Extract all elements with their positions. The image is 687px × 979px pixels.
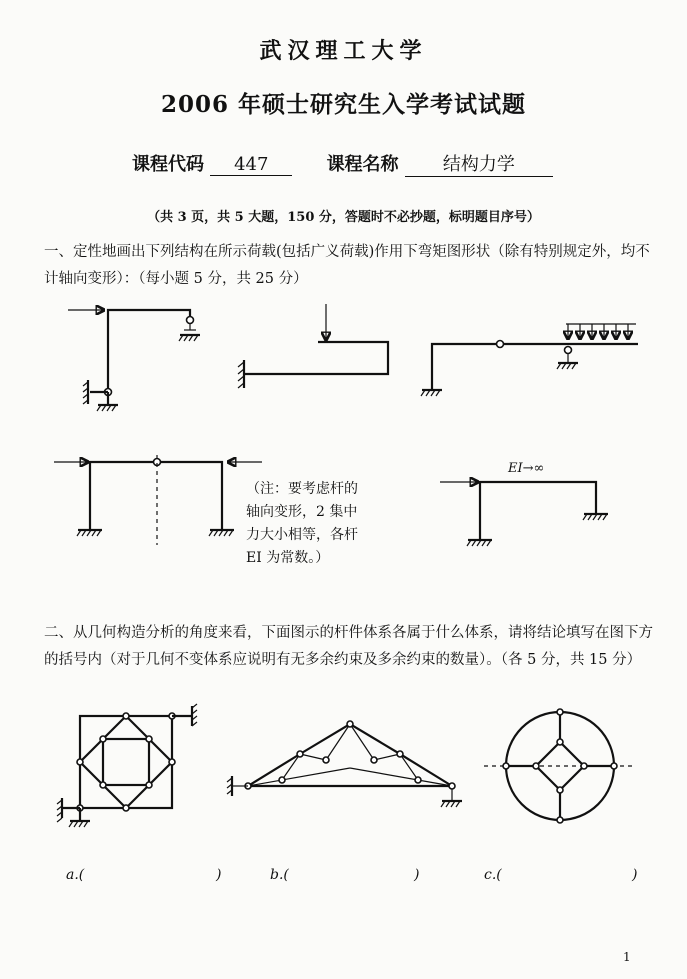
course-name-label: 课程名称 (326, 154, 399, 175)
q2-figure-a (57, 704, 197, 827)
university-name: 武汉理工大学 (259, 38, 428, 64)
answer-c-close: ) (632, 867, 638, 883)
course-name-value: 结构力学 (405, 150, 553, 177)
answer-a-open: a.( (66, 867, 85, 883)
q2-figure-c (484, 709, 636, 823)
page-number: 1 (623, 950, 631, 964)
answer-c-open: c.( (484, 867, 502, 883)
question-1-text: 一、定性地画出下列结构在所示荷载(包括广义荷载)作用下弯矩图形状（除有特别规定外，均不计轴向变形）：（每小题 5 分，共 25 分） (44, 244, 650, 287)
exam-title: 2006 年硕士研究生入学考试试题 (160, 91, 527, 118)
q1-figure-3 (421, 324, 638, 396)
exam-note: （共 3 页，共 5 大题，150 分，答题时不必抄题，标明题目序号） (147, 210, 540, 225)
q1-figure-1 (68, 310, 200, 411)
question-2-text: 二、从几何构造分析的角度来看，下面图示的杆件体系各属于什么体系，请将结论填写在图下方的括号内（对于几何不变体系应说明有无多余约束及多余约束的数量）。（各 5 分，共 15 分） (44, 625, 653, 668)
q1-figure-2 (238, 304, 388, 388)
q1-figure-4 (54, 455, 262, 545)
q2-figure-b (227, 721, 462, 807)
answer-b-close: ) (414, 867, 420, 883)
course-code-label: 课程代码 (132, 154, 204, 175)
question-1-side-note: （注：要考虑杆的轴向变形，2 集中力大小相等，各杆 EI 为常数。） (246, 481, 358, 566)
course-code-value: 447 (210, 154, 292, 176)
rigid-beam-label: EI→∞ (508, 461, 545, 476)
answer-b-open: b.( (270, 867, 289, 883)
q1-figure-5 (440, 461, 608, 546)
answer-a-close: ) (216, 867, 222, 883)
